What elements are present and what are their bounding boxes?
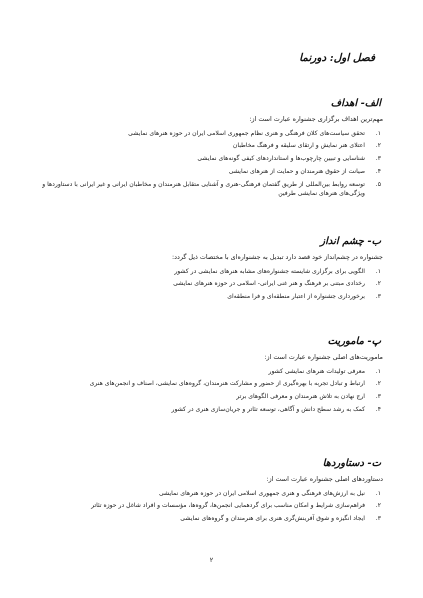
section-heading: ت- دستاوردها bbox=[322, 458, 381, 469]
section-intro: دستاوردهای اصلی جشنواره عبارت است از: bbox=[266, 475, 383, 483]
item-number: ۲. bbox=[375, 380, 381, 388]
item-number: ۳. bbox=[375, 155, 381, 163]
section-intro: ماموریت‌های اصلی جشنواره عبارت است از: bbox=[264, 353, 383, 361]
list-item bbox=[40, 515, 381, 524]
list-item bbox=[40, 142, 381, 151]
page-number: ۲ bbox=[209, 556, 214, 564]
list-item bbox=[40, 380, 381, 389]
item-number: ۳. bbox=[375, 393, 381, 401]
item-text: ارتباط و تبادل تجربه با بهره‌گیری از حضور و مشارکت هنرمندان، گروه‌های نمایشی، اصناف و انجمن‌های هنری bbox=[89, 380, 365, 388]
item-number: ۲. bbox=[375, 502, 381, 510]
section-heading: ب- چشم انداز bbox=[320, 236, 381, 247]
item-text: ایجاد انگیزه و شوق آفرینش‌گری هنری برای هنرمندان و گروه‌های نمایشی bbox=[180, 515, 365, 523]
list-item bbox=[40, 293, 381, 302]
item-text: برخورداری جشنواره از اعتبار منطقه‌ای و فرا منطقه‌ای bbox=[227, 293, 365, 301]
list-item bbox=[40, 129, 381, 139]
item-text: صیانت از حقوق هنرمندان و حمایت از هنرهای نمایشی bbox=[228, 168, 365, 176]
item-text: الگویی برای برگزاری شایسته جشنواره‌های مشابه هنرهای نمایشی در کشور bbox=[174, 267, 365, 275]
section-intro: مهم‌ترین اهداف برگزاری جشنواره عبارت است از: bbox=[249, 115, 383, 123]
achievements-list bbox=[40, 490, 383, 524]
section-heading: پ- ماموریت bbox=[327, 336, 381, 347]
item-text: شناسایی و تبیین چارچوب‌ها و استانداردهای کیفی گونه‌های نمایشی bbox=[197, 155, 365, 163]
item-text: معرفی تولیدات هنرهای نمایشی کشور bbox=[268, 367, 365, 375]
item-number: ۲. bbox=[375, 142, 381, 150]
list-item bbox=[40, 180, 381, 199]
item-text: توسعه روابط بین‌المللی از طریق گفتمان فرهنگی-هنری و آشنایی متقابل هنرمندان و مخاطبان ایرانی و غیر ایرانی با دستاوردها و ویژگی‌های هنرهای نمایشی طرفین bbox=[42, 180, 365, 197]
list-item bbox=[40, 280, 381, 289]
item-text: فراهم‌سازی شرایط و امکان مناسب برای گردهمایی انجمن‌ها، گروه‌ها، مؤسسات و افراد شاغل در حوزه تئاتر bbox=[91, 502, 365, 510]
item-text: ارج نهادن به تلاش هنرمندان و معرفی الگوهای برتر bbox=[236, 393, 365, 401]
item-number: ۴. bbox=[375, 168, 381, 176]
section-achievements bbox=[40, 458, 383, 528]
list-item bbox=[40, 406, 381, 415]
list-item bbox=[40, 155, 381, 164]
list-item bbox=[40, 267, 381, 277]
item-text: کمک به رشد سطح دانش و آگاهی، توسعه تئاتر و جریان‌سازی هنری در کشور bbox=[171, 406, 365, 414]
item-text: تحقق سیاست‌های کلان فرهنگی و هنری نظام جمهوری اسلامی ایران در حوزه هنرهای نمایشی bbox=[128, 129, 365, 137]
item-number: ۳. bbox=[375, 515, 381, 523]
item-number: ۵. bbox=[375, 180, 381, 188]
item-number: ۱. bbox=[375, 489, 381, 497]
section-goals bbox=[40, 98, 383, 203]
section-intro: جشنواره در چشم‌انداز خود قصد دارد تبدیل به جشنواره‌ای با مختصات ذیل گردد: bbox=[171, 253, 383, 261]
list-item bbox=[40, 367, 381, 377]
item-text: رخدادی مبتنی بر فرهنگ و هنر غنی ایرانی- اسلامی در حوزه هنرهای نمایشی bbox=[173, 280, 365, 288]
section-heading: الف- اهداف bbox=[330, 98, 381, 109]
item-text: اعتلای هنر نمایش و ارتقای سلیقه و فرهنگ مخاطبان bbox=[232, 142, 365, 150]
section-vision bbox=[40, 236, 383, 306]
list-item bbox=[40, 489, 381, 499]
vision-list bbox=[40, 268, 383, 302]
item-number: ۲. bbox=[375, 280, 381, 288]
list-item bbox=[40, 393, 381, 402]
chapter-title: فصل اول: دورنما bbox=[299, 52, 375, 64]
item-text: نیل به ارزش‌های فرهنگی و هنری جمهوری اسلامی ایران در حوزه هنرهای نمایشی bbox=[158, 489, 365, 497]
goals-list bbox=[40, 130, 383, 199]
item-number: ۱. bbox=[375, 367, 381, 375]
list-item bbox=[40, 502, 381, 511]
mission-list bbox=[40, 368, 383, 415]
item-number: ۴. bbox=[375, 406, 381, 414]
list-item bbox=[40, 168, 381, 177]
item-number: ۱. bbox=[375, 267, 381, 275]
item-number: ۳. bbox=[375, 293, 381, 301]
section-mission bbox=[40, 336, 383, 419]
item-number: ۱. bbox=[375, 129, 381, 137]
